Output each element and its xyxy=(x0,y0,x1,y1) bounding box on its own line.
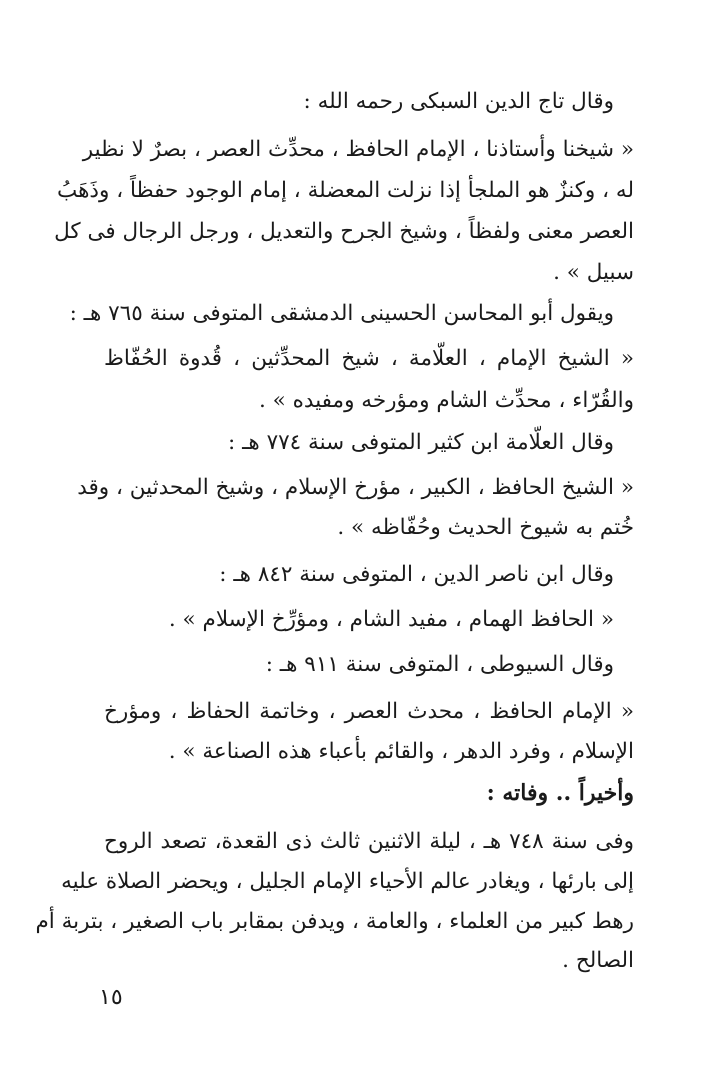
text-line-5: سبيل » . xyxy=(553,260,634,285)
text-line-8: والقُرّاء ، محدِّث الشام ومؤرخه ومفيده » . xyxy=(258,388,634,413)
text-line-12: وقال ابن ناصر الدين ، المتوفى سنة ٨٤٢ هـ : xyxy=(219,562,614,587)
text-line-19: إلى بارئها ، ويغادر عالم الأحياء الإمام الجليل ، ويحضر الصلاة عليه xyxy=(61,869,634,894)
text-line-1: وقال تاج الدين السبكى رحمه الله : xyxy=(303,89,614,114)
text-line-11: خُتم به شيوخ الحديث وحُفّاظه » . xyxy=(337,515,634,540)
text-line-14: وقال السيوطى ، المتوفى سنة ٩١١ هـ : xyxy=(265,652,614,677)
text-line-16: الإسلام ، وفرد الدهر ، والقائم بأعباء هذه الصناعة » . xyxy=(168,739,634,764)
text-line-20: رهط كبير من العلماء ، والعامة ، ويدفن بمقابر باب الصغير ، بتربة أم xyxy=(35,909,634,934)
text-line-7: « الشيخ الإمام ، العلّامة ، شيخ المحدِّثين ، قُدوة الحُفّاظ xyxy=(104,346,634,371)
text-line-15: « الإمام الحافظ ، محدث العصر ، وخاتمة الحفاظ ، ومؤرخ xyxy=(104,699,634,724)
text-line-3: له ، وكنزٌ هو الملجأ إذا نزلت المعضلة ، إمام الوجود حفظاً ، وذَهَبُ xyxy=(56,178,634,203)
text-line-4: العصر معنى ولفظاً ، وشيخ الجرح والتعديل ، ورجل الرجال فى كل xyxy=(54,219,634,244)
text-line-13: « الحافظ الهمام ، مفيد الشام ، ومؤرِّخ الإسلام » . xyxy=(168,607,614,632)
text-line-10: « الشيخ الحافظ ، الكبير ، مؤرخ الإسلام ، وشيخ المحدثين ، وقد xyxy=(77,475,634,500)
text-line-21: الصالح . xyxy=(562,948,634,973)
text-line-2: « شيخنا وأستاذنا ، الإمام الحافظ ، محدِّث العصر ، بصرٌ لا نظير xyxy=(82,137,634,162)
text-line-18: وفى سنة ٧٤٨ هـ ، ليلة الاثنين ثالث ذى القعدة، تصعد الروح xyxy=(104,829,635,854)
text-line-6: ويقول أبو المحاسن الحسينى الدمشقى المتوفى سنة ٧٦٥ هـ : xyxy=(69,301,614,326)
page-number: ١٥ xyxy=(99,985,123,1010)
text-line-9: وقال العلّامة ابن كثير المتوفى سنة ٧٧٤ هـ : xyxy=(228,430,614,455)
section-heading: وأخيراً .. وفاته : xyxy=(486,780,634,806)
